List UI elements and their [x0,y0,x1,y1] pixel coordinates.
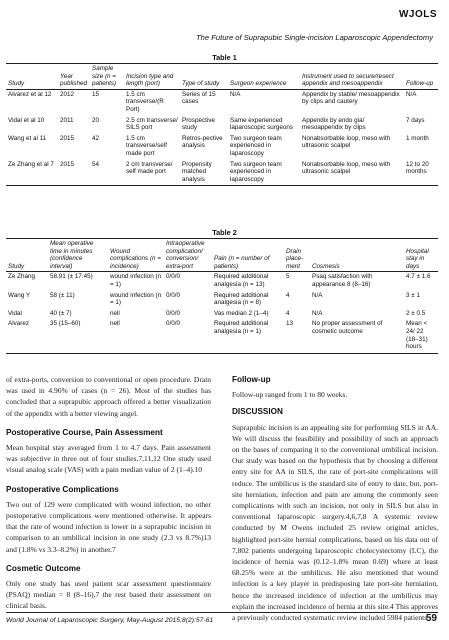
t2-cell: 2 ± 0.5 [406,309,426,317]
t1-cell: 2.5 cm transverse/ SILS port [126,116,178,132]
t1-cell: Alvarez et al 12 [8,90,52,98]
t1-cell: 12 to 20 months [404,160,438,186]
table-1 [6,64,438,186]
t1-header: Incision type and length (port) [124,64,180,89]
t1-cell: Same experienced laparoscopic surgeons [230,116,294,132]
t2-cell: 58 (± 11) [50,291,75,299]
table-row [6,291,438,309]
t2-cell: 5 [286,273,290,281]
t1-cell: Series of 15 cases [182,90,216,106]
table-row [6,272,438,291]
t2-cell: Wang Y [8,291,31,299]
t2-cell: wound infection (n = 1) [110,273,162,288]
t1-cell: 54 [90,160,124,186]
t1-cell: Nonabsorbable loop, meso with ultrasonic scalpel [302,134,391,150]
t1-cell: Propensity matched analysis [180,160,228,186]
t2-cell: 0/0/0 [164,319,212,353]
table-row [6,319,438,353]
t2-cell: 4 [286,291,290,299]
t2-header: Wound complications (n = incidence) [108,239,164,272]
t2-header: Hospital stay in days [404,239,438,272]
t1-cell: 15 [92,90,100,98]
journal-logo: WJOLS [398,9,437,20]
t2-cell: 3 ± 1 [406,291,420,299]
right-column [232,374,438,623]
t1-cell: 7 days [406,116,425,124]
t1-cell: Ze Zhang et al 7 [6,160,58,186]
t2-cell: 13 [284,319,310,353]
t1-cell: 42 [92,134,100,142]
t1-cell: 1.5 cm transverse/(R Port) [126,90,164,113]
t2-header: Pain (n = number of patients) [212,239,284,272]
t2-cell: Vidal [8,309,22,317]
t1-cell: 2015 [60,134,75,142]
table-row [6,134,438,160]
t1-cell: Retros-pective analysis [182,134,223,150]
t2-cell: Required additional analgesia (n = 1) [212,319,284,353]
t1-cell: Prospective study [182,116,215,132]
t2-cell: Alvarez [6,319,48,353]
body-paragraph: Suprapubic incision is an appealing site for performing SILS in AA. We will discuss the feasibility and possibility of such an approach on the bases of comparing it to the conventional umbilical incision. Our study was based on the hypothesis that by choosing a different entry site for AA in SILS, the rate of port-site complications will reduce. The umbilicus is the standard site of entry to date, but, port-site herniation, infection and pain are among the commonly seen complications with such an incision, not only in SILS but also in conventional laparoscopic surgery.4,6,7,8 A systemic review conducted by M Owens included 25 review original articles, highlighted port-site hernial complications, based on his data out of 7,802 patients undergoing laparoscopic cholecystectomy (LC), the incidence of hernia was (0.12–1.8% mean 0.69) where at least 68.25% were at the umbilicus. He also mentioned that wound infection is a key player in predisposing late port-site herniation, hence the increased incidence of infection at the umbilicus may explain the increased incidence of hernia at this site.4 This approves a previously conducted systematic review included 5984 patients [232,422,438,623]
footer-rule [6,612,438,613]
body-paragraph: Follow-up ranged from 1 to 80 weeks. [232,390,348,400]
t2-header: Intraoperative complication/ conversion/ extra-port [164,239,212,272]
table-row [6,160,438,186]
table-row [6,309,438,320]
section-heading: DISCUSSION [232,407,283,417]
t2-cell: Required additional analgesia (n = 8) [214,291,269,307]
t1-cell: 2012 [60,90,75,98]
t1-cell: Two surgeon team experienced in laparoscopy [230,134,282,157]
t2-cell: 0/0/0 [166,309,181,317]
t2-cell: Psaq satisfaction with appearance 8 (8–16) [312,273,373,288]
t2-cell: nell [110,309,120,317]
t1-cell: 1.5 cm transverse/self made port [126,134,167,157]
t1-cell: Nonabsorbable loop, meso with ultrasonic scalpel [300,160,404,186]
t2-cell: nell [108,319,164,353]
t2-cell: 4.7 ± 1.6 [406,273,431,281]
t2-cell: Ze Zhang [8,273,35,281]
t2-header: Mean operative time in minutes (confidence interval) [48,239,108,272]
t1-cell: N/A [230,90,241,98]
table-1-title: Table 1 [212,53,237,62]
t2-cell: wound infection (n = 1) [110,291,162,307]
table-row [6,89,438,115]
t2-cell: 0/0/0 [166,291,181,299]
t2-cell: 4 [286,309,290,317]
section-heading: Postoperative Complications [6,484,119,494]
running-title: The Future of Suprapubic Single-incision Laparoscopic Appendectomy [196,33,433,42]
t2-header: Drain place-ment [284,239,310,272]
t2-cell: 0/0/0 [166,273,181,281]
t2-cell: No proper assessment of cosmetic outcome [310,319,404,353]
t2-cell: N/A [312,291,323,299]
t1-cell: 2015 [58,160,90,186]
left-column [6,374,211,612]
t1-header: Type of study [180,64,228,89]
t1-cell: Vidal et al 10 [8,116,45,124]
t1-cell: Two surgeon team experienced in laparoscopy [228,160,300,186]
t1-cell: Appendix by stable/ mesoappendix by clips and cautery [302,90,400,106]
t2-cell: 35 (15–60) [48,319,108,353]
body-paragraph: of extra-ports, conversion to conventional or open procedure. Drain was used in 4.96% of cases (n = 26). Most of the studies has concluded that a suprapubic approach offered a better visualization of the appendix with a better viewing angel. [6,375,211,418]
t2-cell: Required additional analgesia (n = 13) [214,273,269,288]
table-2-title: Table 2 [212,228,237,237]
t1-header: Instrument used to secure/resect appendix and mesoappendix [300,64,404,89]
t1-header: Study [6,64,58,89]
t1-header: Sample size (n = patients) [90,64,124,89]
section-heading: Cosmetic Outcome [6,563,81,573]
t2-header: Cosmesis [310,239,404,272]
t1-header: Year published [58,64,90,89]
t2-cell: Mean < 24/ 22 (18–31) hours [404,319,438,353]
t1-header: Follow-up [404,64,438,89]
body-paragraph: Mean hospital stay averaged from 1 to 4.7 days. Pain assessment was subjective in three out of four studies.7,11,12 One study used visual analog scale (VAS) with a pain median value of 2 (1–4).10 [6,443,211,475]
section-heading: Postoperative Course, Pain Assessment [6,427,163,437]
t1-cell: N/A [406,90,417,98]
t1-cell: Wang et al 11 [8,134,47,142]
page-number: 59 [425,613,437,624]
table-row [6,116,438,134]
t2-cell: Vas median 2 (1–4) [214,309,269,317]
t1-cell: Appendix by endo gia/ mesoappendix by clips [302,116,366,132]
t2-cell: N/A [312,309,323,317]
t2-header: Study [6,239,48,272]
t1-cell: 2 cm transverse/ self made port [124,160,180,186]
t2-cell: 58.91 (± 17.45) [50,273,93,281]
t1-cell: 20 [92,116,100,124]
table-2 [6,239,438,354]
t2-cell: 40 (± 7) [50,309,72,317]
section-heading: Follow-up [232,375,271,384]
body-paragraph: Two out of 129 were complicated with wound infection, no other postoperative complications were mentioned otherwise. It appears that the rate of wound infection is lower in a suprapubic incision in comparison to an umbilical incision in one study (2.3 vs 8.7%)13 and (1.8% vs 3.3–8.2%) in another.7 [6,499,211,554]
t1-cell: 1 month [406,134,429,142]
footer-journal-citation: World Journal of Laparoscopic Surgery, May-August 2015;8(2):57-61 [6,617,214,624]
t1-cell: 2011 [60,116,74,124]
t1-header: Surgeon experience [228,64,300,89]
body-paragraph: Only one study has used patient scar assessment questionnaire (PSAQ) median = 8 (8–16),7 the rest based their assessment on clinical basis. [6,579,211,611]
